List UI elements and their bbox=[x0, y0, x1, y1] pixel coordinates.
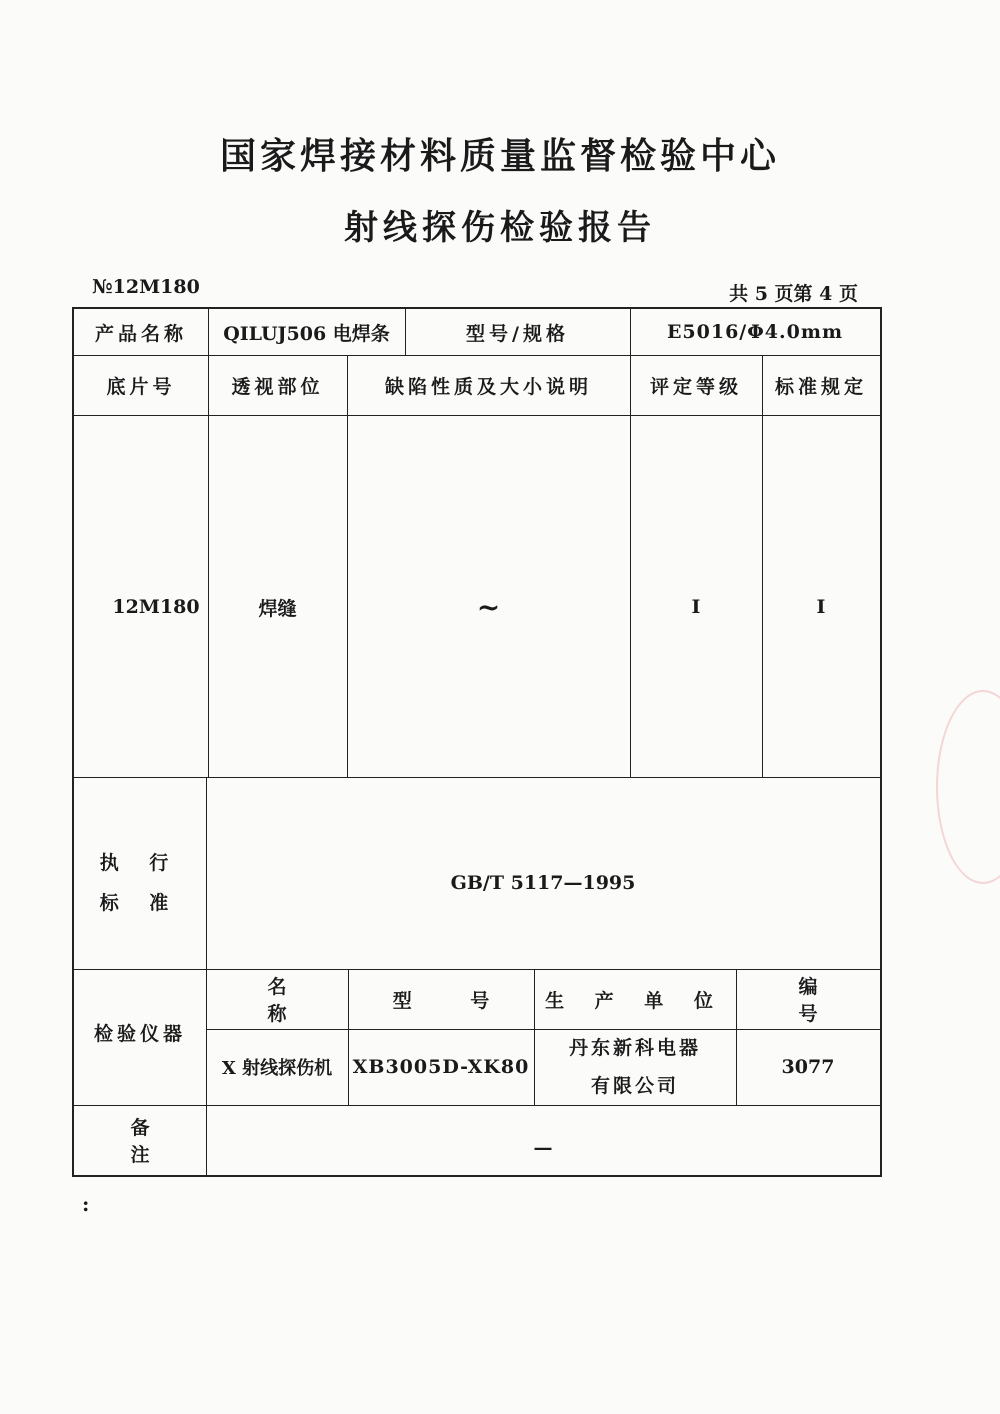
remarks-value: — bbox=[533, 1137, 553, 1159]
product-spec-value: E5016/Φ4.0mm bbox=[666, 321, 844, 343]
grade-value: I bbox=[691, 596, 701, 618]
remarks-label: 备 注 bbox=[130, 1117, 172, 1166]
instrument-name: X 射线探伤机 bbox=[221, 1058, 333, 1079]
col-grade: 评定等级 bbox=[649, 375, 742, 398]
report-title: 射线探伤检验报告 bbox=[344, 208, 656, 248]
instr-header-model: 型 号 bbox=[392, 989, 516, 1012]
exec-standard-label-1: 执 行 bbox=[99, 852, 181, 874]
seal-stamp bbox=[936, 690, 1000, 884]
col-location: 透视部位 bbox=[231, 375, 324, 398]
footer-mark: : bbox=[82, 1192, 90, 1216]
exec-standard-value: GB/T 5117—1995 bbox=[450, 872, 636, 894]
page-indicator: 共 5 页第 4 页 bbox=[729, 283, 858, 305]
instrument-maker-line2: 有限公司 bbox=[590, 1075, 679, 1097]
film-number: 12M180 bbox=[112, 596, 200, 618]
col-standard-req: 标准规定 bbox=[774, 375, 867, 398]
instrument-maker-line1: 丹东新科电器 bbox=[568, 1037, 701, 1059]
instrument-serial: 3077 bbox=[781, 1056, 835, 1078]
inspection-location: 焊缝 bbox=[258, 597, 297, 620]
exec-standard-label-2: 标 准 bbox=[99, 892, 181, 914]
instr-header-name: 名 称 bbox=[267, 976, 327, 1025]
col-defect: 缺陷性质及大小说明 bbox=[384, 375, 592, 398]
col-film-no: 底片号 bbox=[106, 375, 176, 398]
instr-header-serial: 编 号 bbox=[798, 976, 858, 1025]
product-name-label: 产品名称 bbox=[94, 322, 187, 345]
instrument-model: XB3005D-XK80 bbox=[352, 1056, 530, 1078]
instrument-maker bbox=[534, 1029, 736, 1105]
report-number: №12M180 bbox=[92, 276, 200, 298]
instrument-label: 检验仪器 bbox=[93, 1022, 186, 1045]
inspection-table bbox=[72, 307, 882, 1177]
standard-requirement: I bbox=[816, 596, 826, 618]
instr-header-maker: 生 产 单 位 bbox=[545, 989, 725, 1012]
org-title: 国家焊接材料质量监督检验中心 bbox=[219, 135, 780, 177]
product-name-value: QILUJ506 电焊条 bbox=[223, 322, 390, 345]
defect-description: ~ bbox=[476, 590, 501, 624]
product-spec-label: 型号/规格 bbox=[466, 322, 569, 345]
exec-standard-label bbox=[74, 777, 206, 969]
